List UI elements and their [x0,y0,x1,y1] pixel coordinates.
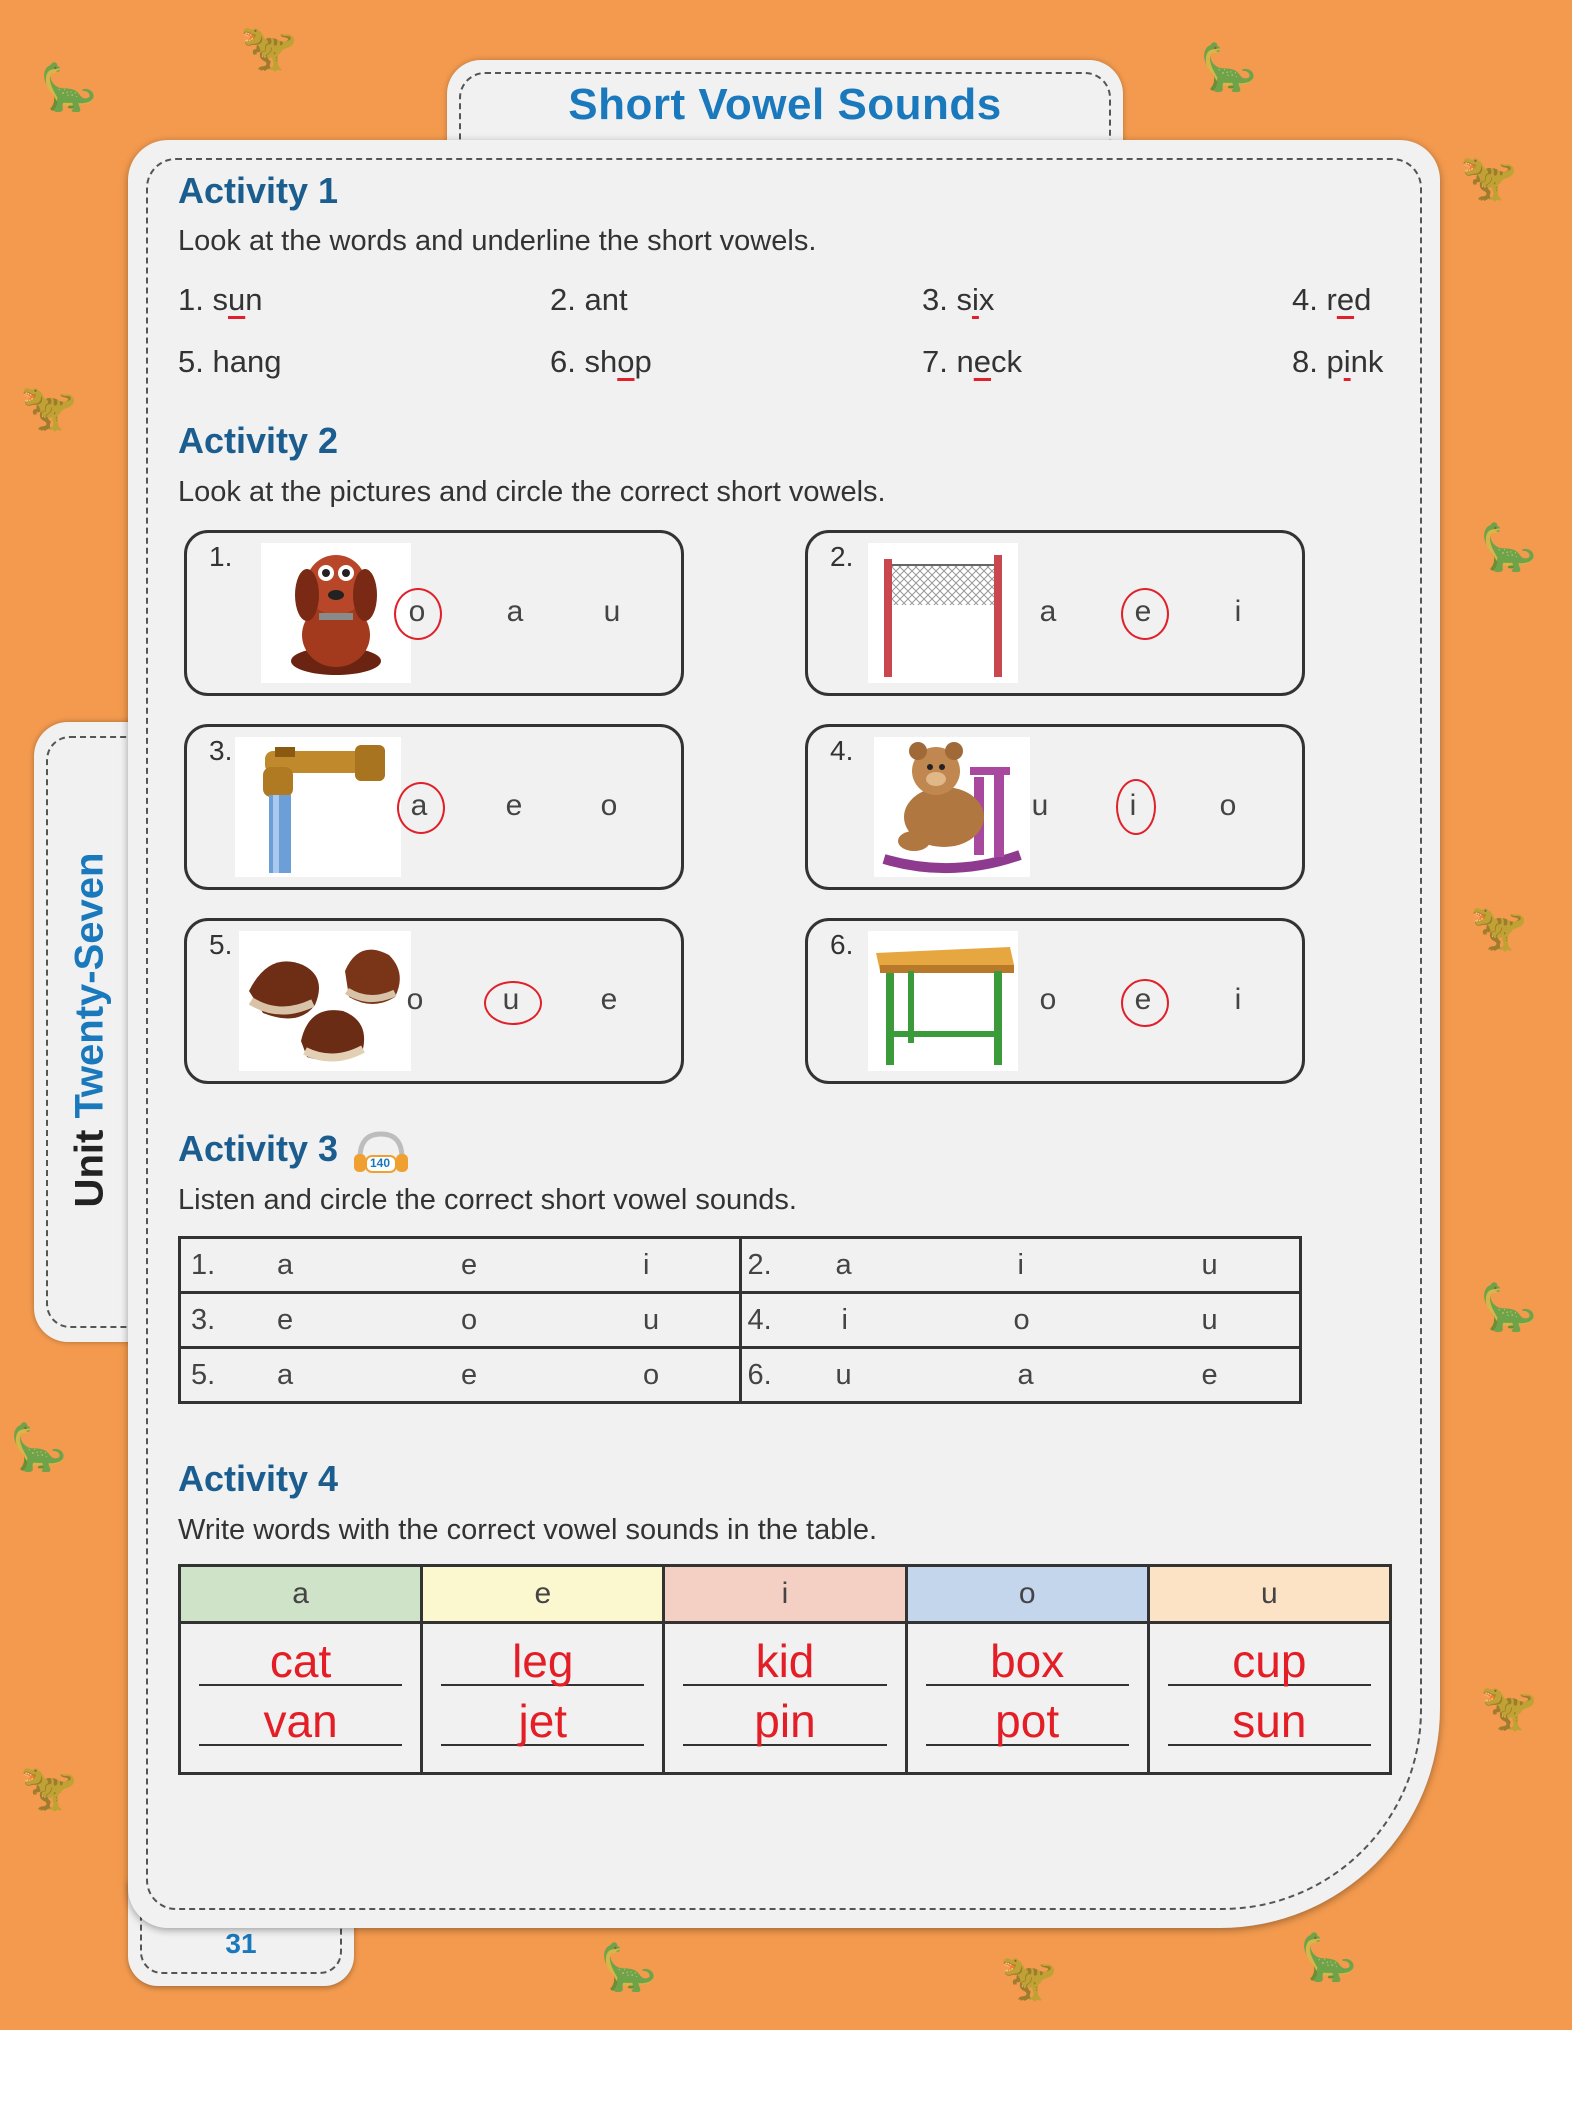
dinosaur-pattern-icon: 🦖 [1470,900,1528,954]
dinosaur-pattern-icon: 🦕 [1480,1280,1538,1334]
vowel-option[interactable]: a [277,1249,294,1281]
vowel-option[interactable]: u [1031,789,1049,822]
answer-circle [1116,779,1156,835]
answer-circle [1121,979,1169,1027]
vowel-option[interactable]: a [1017,1359,1034,1391]
column-header-u: u [1148,1566,1390,1623]
activity4-heading: Activity 4 [178,1458,339,1499]
answer-word[interactable]: box [990,1635,1065,1687]
answer-word[interactable]: pin [754,1695,816,1747]
vowel-option[interactable]: e [461,1359,478,1391]
table-row: 5. a e o 6. u a e [180,1348,1301,1403]
dinosaur-pattern-icon: 🦖 [20,380,78,434]
answer-word[interactable]: leg [512,1635,574,1687]
dog-icon [261,543,411,683]
dinosaur-pattern-icon: 🦕 [1200,40,1258,94]
net-icon [868,543,1018,683]
unit-label [68,853,113,1208]
vowel-option[interactable]: i [841,1304,848,1336]
vowel-option[interactable]: e [505,789,523,822]
audio-track-number: 140 [370,1156,391,1170]
picture-box-5: 5. o u e [184,918,684,1084]
answer-word[interactable]: pot [995,1695,1060,1747]
dinosaur-pattern-icon: 🦕 [10,1420,68,1474]
picture-box-6: 6. o e i [805,918,1305,1084]
answer-word[interactable]: cat [269,1635,332,1687]
unit-name: Twenty-Seven [67,852,112,1119]
vowel-option[interactable]: e [1134,595,1152,628]
table-row: 3. e o u 4. i o u [180,1293,1301,1348]
table-row [180,1623,1391,1774]
vowel-option[interactable]: e [1201,1359,1218,1391]
word-item: 1. sun [178,282,263,317]
vowel-option[interactable]: i [1234,595,1242,628]
answer-circle [484,981,542,1025]
vowel-option[interactable]: u [643,1304,660,1336]
dinosaur-pattern-icon: 🦕 [600,1940,658,1994]
activity2-instruction: Look at the pictures and circle the correct short vowels. [178,476,886,508]
dinosaur-pattern-icon: 🦕 [40,60,98,114]
underlined-vowel: u [227,282,246,317]
answer-word[interactable]: van [263,1695,338,1747]
underlined-vowel: e [973,344,991,379]
vowel-option[interactable]: i [643,1249,650,1281]
word-item: 3. six [922,282,995,317]
dinosaur-pattern-icon: 🦖 [1460,150,1518,204]
underlined-vowel: i [971,282,979,317]
underlined-vowel: i [1343,344,1351,379]
dinosaur-pattern-icon: 🦖 [240,20,298,74]
word-item: 2. ant [550,282,628,317]
vowel-option[interactable]: o [643,1359,660,1391]
vowel-option[interactable]: u [603,595,621,628]
answer-word[interactable]: cup [1232,1635,1307,1687]
listening-table [178,1236,1302,1404]
answer-word[interactable]: sun [1232,1695,1307,1747]
answer-circle [394,588,442,640]
dinosaur-pattern-icon: 🦖 [1000,1950,1058,2004]
word-item: 5. hang [178,344,282,379]
word-item: 8. pink [1292,344,1384,379]
vowel-option[interactable]: o [1039,983,1057,1016]
vowel-option[interactable]: i [1129,789,1137,822]
vowel-option[interactable]: e [600,983,618,1016]
activity3-heading: Activity 3 [178,1128,339,1169]
teddy-bear-icon [874,737,1030,877]
dinosaur-pattern-icon: 🦕 [1300,1930,1358,1984]
vowel-option[interactable]: o [1219,789,1237,822]
vowel-option[interactable]: a [410,789,428,822]
vowel-option[interactable]: o [600,789,618,822]
column-header-i: i [664,1566,906,1623]
vowel-option[interactable]: u [502,983,520,1016]
column-header-e: e [422,1566,664,1623]
headphones-audio-icon[interactable] [352,1128,410,1178]
page-title: Short Vowel Sounds [568,80,1002,129]
column-header-o: o [906,1566,1148,1623]
vowel-option[interactable]: o [408,595,426,628]
answer-word[interactable]: kid [755,1635,815,1687]
dinosaur-pattern-icon: 🦕 [1480,520,1538,574]
activity2-heading: Activity 2 [178,420,339,461]
page-number: 31 [225,1928,257,1959]
vowel-option[interactable]: u [1201,1249,1218,1281]
word-item: 6. shop [550,344,652,379]
answer-circle [397,782,445,834]
answer-word[interactable]: jet [518,1695,568,1747]
vowel-option[interactable]: u [1201,1304,1218,1336]
vowel-words-table [178,1564,1392,1775]
picture-box-4: 4. u i o [805,724,1305,890]
vowel-option[interactable]: a [835,1249,852,1281]
vowel-option[interactable]: o [461,1304,478,1336]
dinosaur-pattern-icon: 🦖 [20,1760,78,1814]
activity4-instruction: Write words with the correct vowel sounds in the table. [178,1514,878,1546]
vowel-option[interactable]: a [277,1359,294,1391]
dinosaur-pattern-icon: 🦖 [1480,1680,1538,1734]
activity1-heading: Activity 1 [178,170,339,211]
vowel-option[interactable]: o [1013,1304,1030,1336]
word-item: 4. red [1292,282,1372,317]
vowel-option[interactable]: u [835,1359,852,1391]
column-header-a: a [180,1566,422,1623]
answer-circle [1121,588,1169,640]
table-header-row [180,1566,1391,1623]
nuts-icon [239,931,411,1071]
vowel-option[interactable]: i [1017,1249,1024,1281]
unit-prefix: Unit [67,1129,112,1208]
vowel-option[interactable]: e [461,1249,478,1281]
picture-box-2: 2. a e i [805,530,1305,696]
vowel-option[interactable]: e [277,1304,294,1336]
underlined-vowel: o [617,344,635,379]
vowel-option[interactable]: a [506,595,524,628]
word-item: 7. neck [922,344,1022,379]
vowel-option[interactable]: o [406,983,424,1016]
desk-icon [868,931,1018,1071]
vowel-option[interactable]: e [1134,983,1152,1016]
activity1-instruction: Look at the words and underline the short vowels. [178,225,817,257]
vowel-option[interactable]: a [1039,595,1057,628]
vowel-option[interactable]: i [1234,983,1242,1016]
picture-box-3: 3. a e o [184,724,684,890]
picture-box-1: 1. o a u [184,530,684,696]
activity3-instruction: Listen and circle the correct short vowel sounds. [178,1184,797,1216]
table-row: 1. a e i 2. a i u [180,1238,1301,1293]
underlined-vowel: e [1336,282,1355,317]
tap-icon [235,737,401,877]
